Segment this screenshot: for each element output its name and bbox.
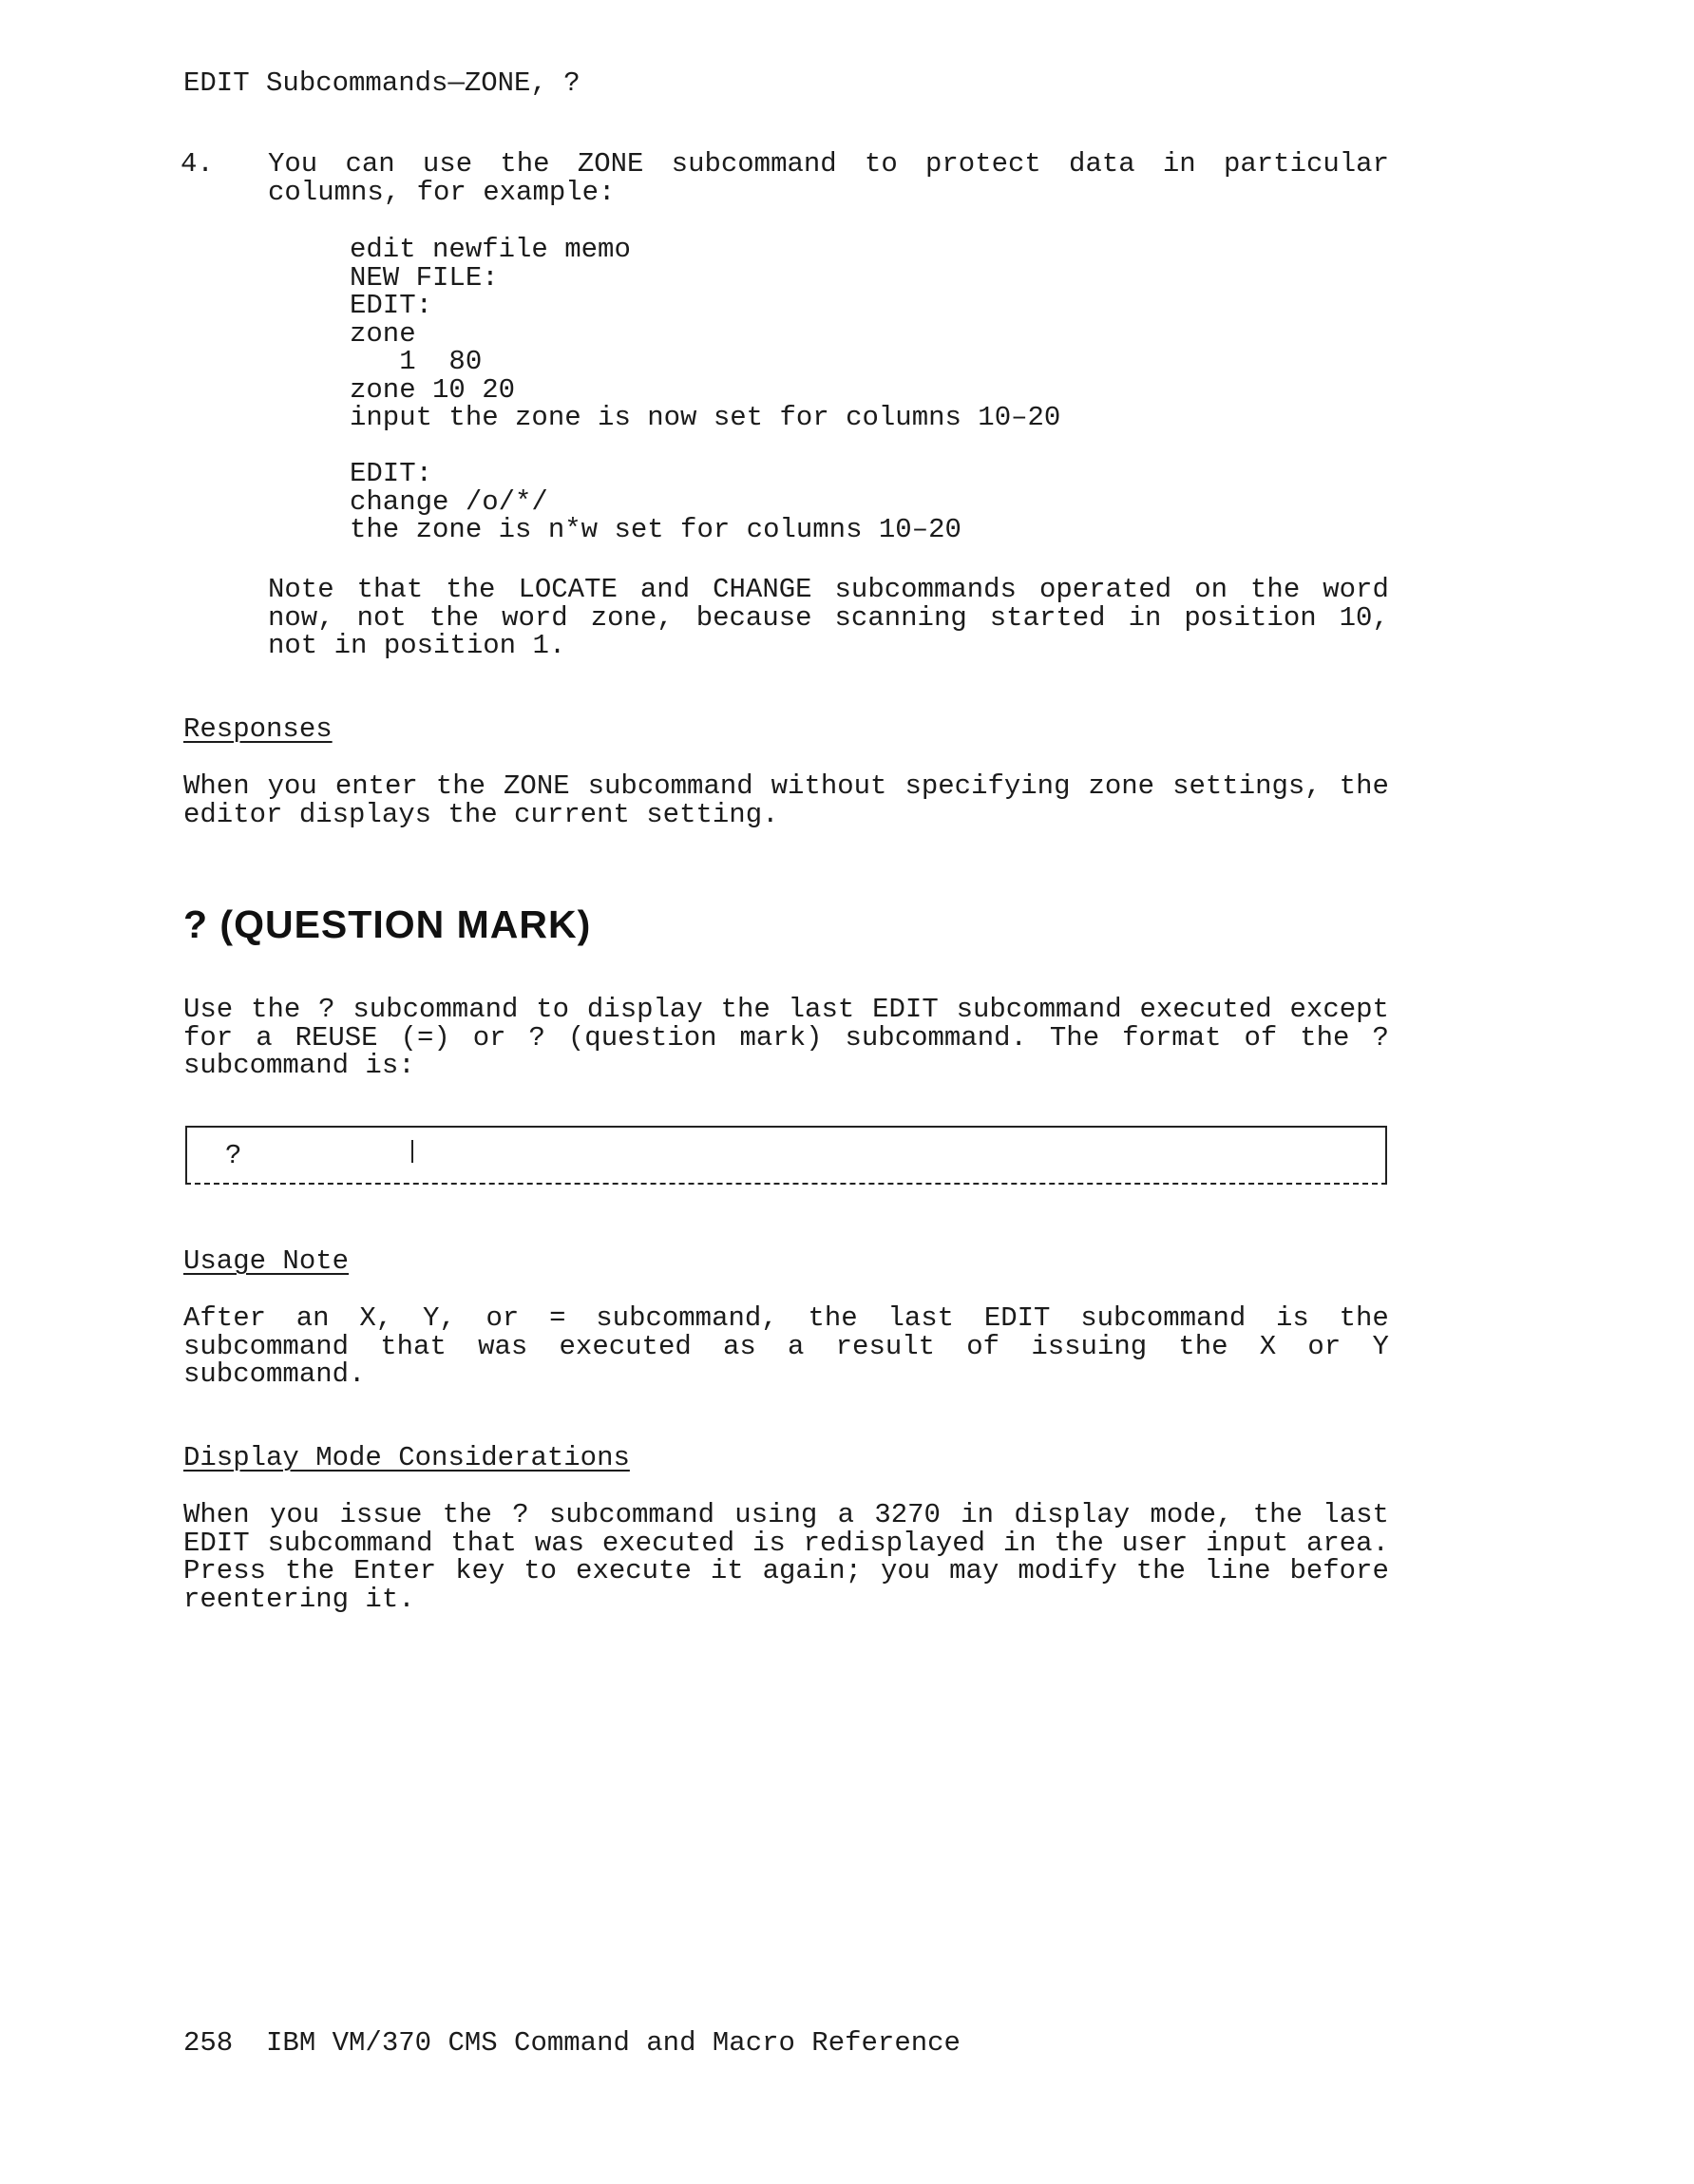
format-box [185,1126,1387,1185]
format-operation: ? [225,1140,242,1171]
question-mark-intro-paragraph [183,996,1389,1080]
code-line: 1 80 [350,346,483,377]
usage-note-paragraph [183,1304,1389,1389]
text-line: When you enter the ZONE subcommand without specifying zone settings, the [183,770,1389,802]
list-item-number: 4. [181,148,214,180]
zone-example-code [350,236,1060,544]
text-line: You can use the ZONE subcommand to protect data in particular [268,148,1389,180]
text-line: reentering it. [183,1583,415,1615]
code-line: the zone is n*w set for columns 10–20 [350,514,961,545]
page-footer: 258 IBM VM/370 CMS Command and Macro Reference [183,2027,961,2059]
code-line: NEW FILE: [350,261,499,294]
text-line: subcommand that was executed as a result of issuing the X or Y [183,1330,1389,1362]
code-line: EDIT: [350,290,433,321]
text-line: columns, for example: [268,176,616,208]
text-line: subcommand. [183,1358,366,1390]
question-mark-section-heading: ? (QUESTION MARK) [183,902,592,946]
code-line: zone 10 20 [350,373,516,406]
text-line: Note that the LOCATE and CHANGE subcommands operated on the word [268,574,1389,605]
text-line: subcommand is: [183,1050,415,1081]
code-line: edit newfile memo [350,234,631,265]
text-line: EDIT subcommand that was executed is redisplayed in the user input area. [183,1527,1389,1559]
list-item-4-text [268,150,1389,206]
text-line: now, not the word zone, because scanning started in position 10, [268,601,1389,634]
format-divider [411,1140,413,1163]
code-line [350,432,1060,461]
text-line: When you issue the ? subcommand using a 3270 in display mode, the last [183,1499,1389,1530]
text-line: for a REUSE (=) or ? (question mark) subcommand. The format of the ? [183,1021,1389,1054]
responses-heading: Responses [183,713,333,745]
display-mode-paragraph [183,1501,1389,1613]
usage-note-heading: Usage Note [183,1245,350,1277]
text-line: Press the Enter key to execute it again; you may modify the line before [183,1555,1389,1586]
responses-paragraph [183,772,1389,828]
text-line: not in position 1. [268,630,566,661]
display-mode-heading: Display Mode Considerations [183,1442,630,1473]
code-line: EDIT: [350,458,433,489]
zone-note-paragraph [268,576,1389,660]
text-line: After an X, Y, or = subcommand, the last EDIT subcommand is the [183,1302,1389,1334]
text-line: editor displays the current setting. [183,798,779,830]
code-line: zone [350,317,416,350]
code-line: input the zone is now set for columns 10–20 [350,402,1061,433]
running-head: EDIT Subcommands—ZONE, ? [183,67,581,99]
code-line: change /o/*/ [350,485,548,518]
text-line: Use the ? subcommand to display the last EDIT subcommand executed except [183,994,1389,1025]
